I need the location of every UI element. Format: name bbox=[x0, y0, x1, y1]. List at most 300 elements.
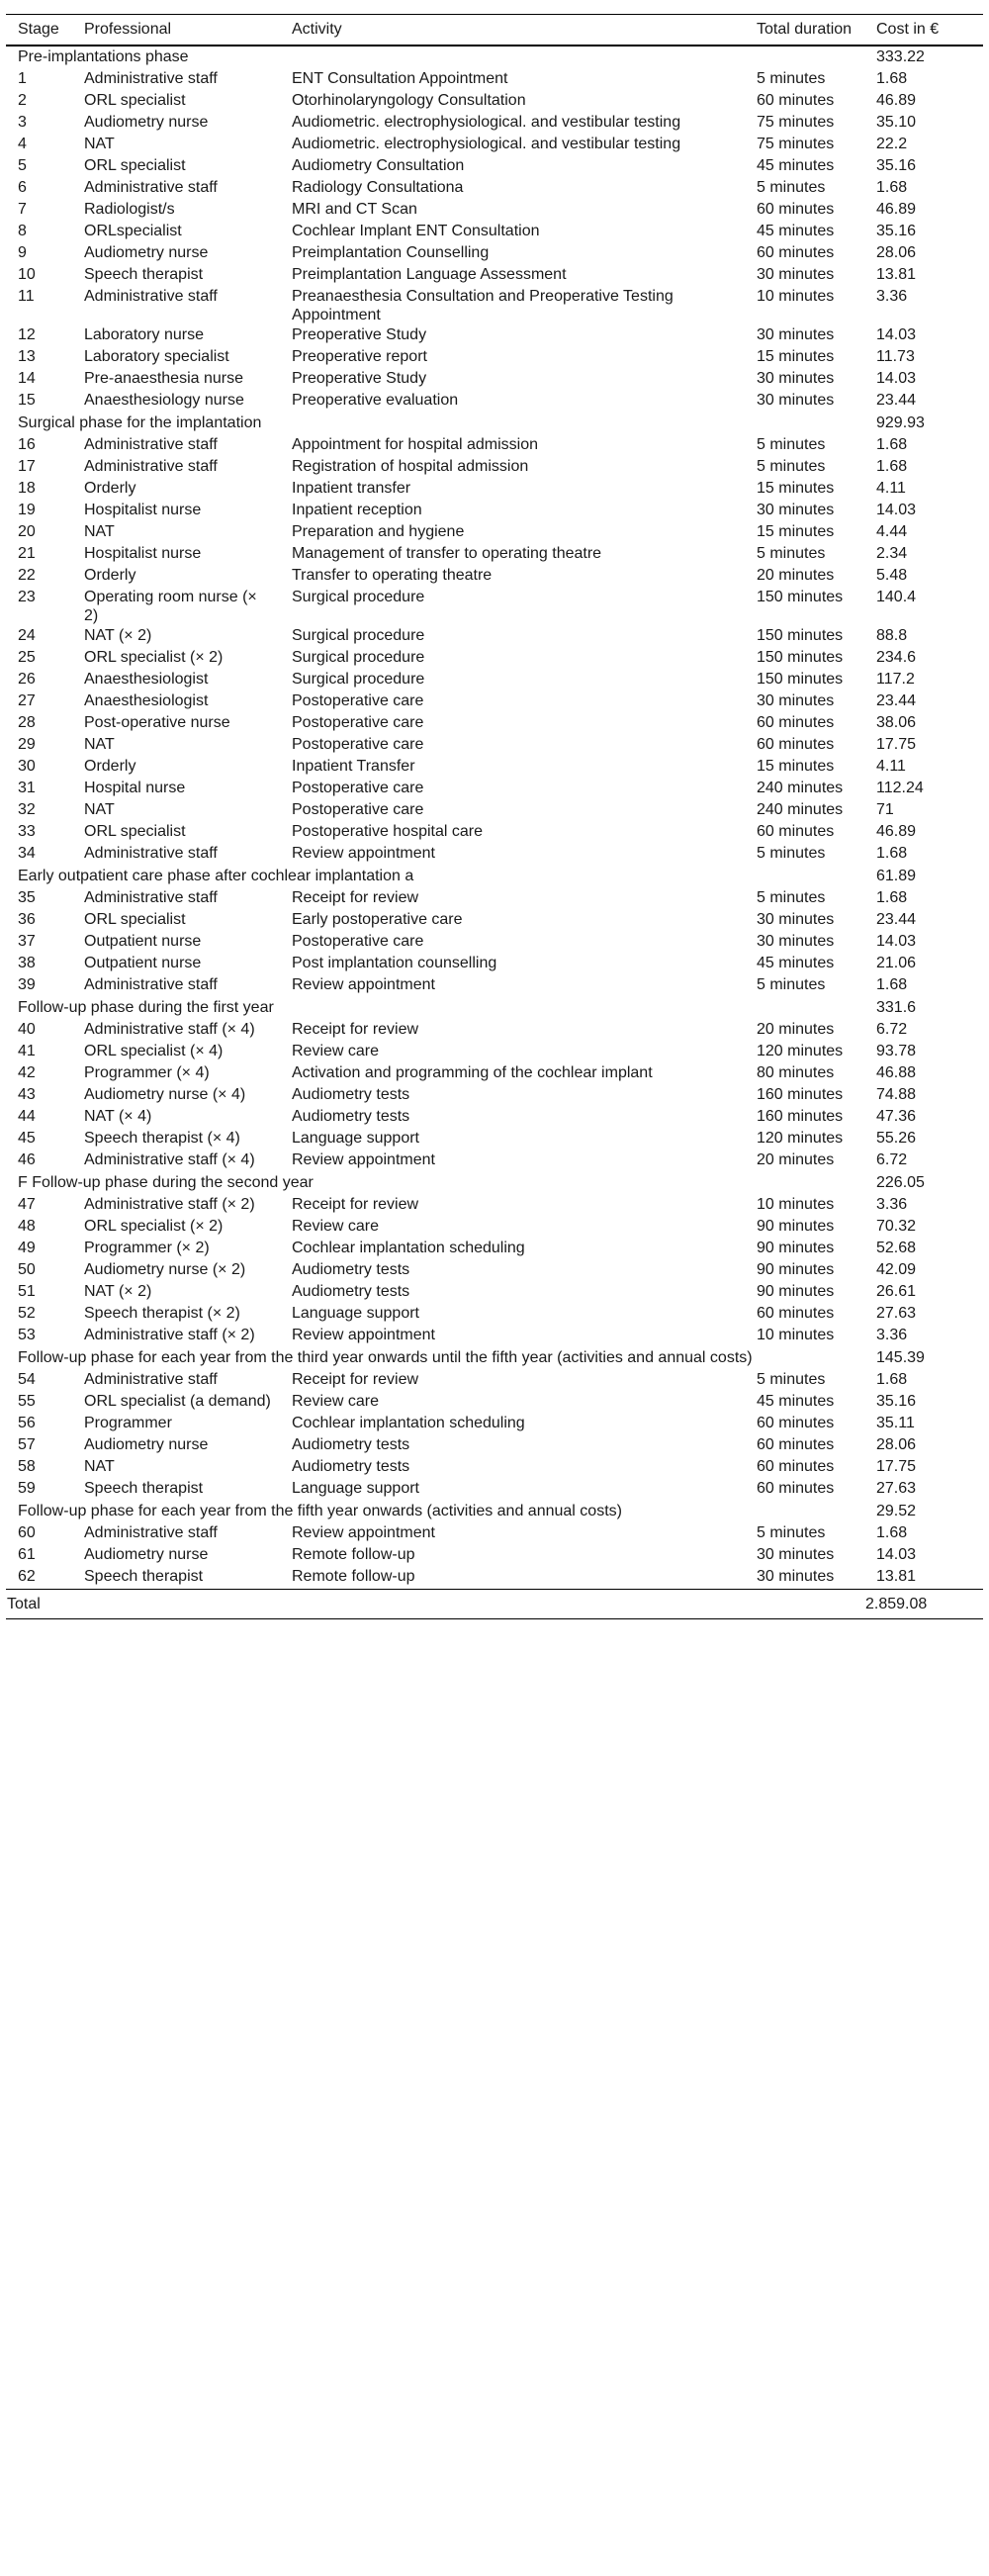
cell-stage: 8 bbox=[18, 222, 27, 239]
cell-duration: 10 minutes bbox=[757, 1326, 835, 1343]
cell-stage: 34 bbox=[18, 844, 36, 862]
table-row bbox=[6, 648, 983, 670]
section-label: Surgical phase for the implantation bbox=[18, 414, 262, 431]
table-row bbox=[6, 1523, 983, 1545]
table-row bbox=[6, 1042, 983, 1063]
cell-duration: 30 minutes bbox=[757, 932, 835, 950]
cell-duration: 150 minutes bbox=[757, 648, 844, 666]
cell-stage: 7 bbox=[18, 200, 27, 218]
cell-cost: 35.16 bbox=[876, 1392, 917, 1410]
cell-stage: 30 bbox=[18, 757, 36, 775]
cell-activity: Preoperative report bbox=[292, 347, 427, 365]
cell-professional: Administrative staff bbox=[84, 287, 218, 305]
cell-cost: 23.44 bbox=[876, 910, 917, 928]
cell-stage: 20 bbox=[18, 522, 36, 540]
cell-cost: 35.16 bbox=[876, 156, 917, 174]
cell-activity: Review care bbox=[292, 1217, 380, 1235]
cell-cost: 21.06 bbox=[876, 954, 917, 971]
cell-cost: 2.34 bbox=[876, 544, 908, 562]
cell-activity: Postoperative care bbox=[292, 932, 424, 950]
cell-cost: 1.68 bbox=[876, 975, 908, 993]
table-row bbox=[6, 1020, 983, 1042]
cell-professional: Audiometry nurse (× 4) bbox=[84, 1085, 246, 1103]
table-row bbox=[6, 501, 983, 522]
cell-professional: Administrative staff bbox=[84, 178, 218, 196]
cell-stage: 49 bbox=[18, 1239, 36, 1256]
cell-duration: 60 minutes bbox=[757, 735, 835, 753]
cell-professional: Administrative staff bbox=[84, 844, 218, 862]
table-row bbox=[6, 1545, 983, 1567]
cell-cost: 46.89 bbox=[876, 91, 917, 109]
cell-stage: 41 bbox=[18, 1042, 36, 1059]
cell-activity: Remote follow-up bbox=[292, 1567, 415, 1585]
cell-activity: Otorhinolaryngology Consultation bbox=[292, 91, 526, 109]
cell-duration: 5 minutes bbox=[757, 544, 826, 562]
cell-cost: 3.36 bbox=[876, 287, 908, 305]
cell-activity: Registration of hospital admission bbox=[292, 457, 529, 475]
cell-cost: 1.68 bbox=[876, 457, 908, 475]
cell-activity: Inpatient Transfer bbox=[292, 757, 415, 775]
cell-duration: 20 minutes bbox=[757, 1150, 835, 1168]
cell-cost: 47.36 bbox=[876, 1107, 917, 1125]
cell-duration: 15 minutes bbox=[757, 347, 835, 365]
cell-duration: 5 minutes bbox=[757, 975, 826, 993]
cell-stage: 47 bbox=[18, 1195, 36, 1213]
cell-cost: 88.8 bbox=[876, 626, 908, 644]
cell-activity: Receipt for review bbox=[292, 1195, 419, 1213]
cell-activity: Audiometry Consultation bbox=[292, 156, 465, 174]
cell-activity: Inpatient reception bbox=[292, 501, 422, 518]
cell-stage: 62 bbox=[18, 1567, 36, 1585]
table-row bbox=[6, 156, 983, 178]
cell-activity: Review care bbox=[292, 1392, 380, 1410]
cell-stage: 11 bbox=[18, 287, 35, 305]
section-cost: 929.93 bbox=[876, 414, 925, 431]
cell-activity: Postoperative care bbox=[292, 800, 424, 818]
section-row bbox=[6, 1347, 983, 1370]
cell-duration: 5 minutes bbox=[757, 435, 826, 453]
table-row bbox=[6, 544, 983, 566]
table-row bbox=[6, 1085, 983, 1107]
cell-professional: Programmer bbox=[84, 1414, 172, 1431]
cell-duration: 240 minutes bbox=[757, 800, 844, 818]
cell-cost: 112.24 bbox=[876, 779, 924, 796]
cell-professional: Programmer (× 4) bbox=[84, 1063, 210, 1081]
table-row bbox=[6, 888, 983, 910]
cell-duration: 20 minutes bbox=[757, 1020, 835, 1038]
cell-stage: 12 bbox=[18, 325, 36, 343]
cell-cost: 13.81 bbox=[876, 1567, 917, 1585]
cell-professional: Administrative staff bbox=[84, 888, 218, 906]
cell-stage: 58 bbox=[18, 1457, 36, 1475]
cell-professional: Administrative staff bbox=[84, 457, 218, 475]
section-label: Follow-up phase for each year from the fifth year onwards (activities and annual costs) bbox=[18, 1502, 622, 1519]
cell-activity: Language support bbox=[292, 1479, 419, 1497]
cell-activity: Activation and programming of the cochlear implant bbox=[292, 1063, 653, 1081]
cell-cost: 35.10 bbox=[876, 113, 917, 131]
table-row bbox=[6, 1479, 983, 1501]
cell-activity: Surgical procedure bbox=[292, 648, 425, 666]
table-row bbox=[6, 1239, 983, 1260]
table-row bbox=[6, 1457, 983, 1479]
cell-duration: 45 minutes bbox=[757, 954, 835, 971]
cell-cost: 4.11 bbox=[876, 757, 906, 775]
cell-duration: 60 minutes bbox=[757, 713, 835, 731]
cell-activity: Preimplantation Language Assessment bbox=[292, 265, 567, 283]
cell-activity: Radiology Consultationa bbox=[292, 178, 464, 196]
table-row bbox=[6, 1326, 983, 1347]
cell-professional: Outpatient nurse bbox=[84, 932, 202, 950]
cell-duration: 20 minutes bbox=[757, 566, 835, 584]
table-row bbox=[6, 457, 983, 479]
cell-cost: 1.68 bbox=[876, 1523, 908, 1541]
cell-duration: 120 minutes bbox=[757, 1129, 844, 1147]
table-row bbox=[6, 910, 983, 932]
cell-professional: Audiometry nurse bbox=[84, 1435, 209, 1453]
section-row bbox=[6, 997, 983, 1020]
cell-activity: ENT Consultation Appointment bbox=[292, 69, 508, 87]
cell-cost: 14.03 bbox=[876, 325, 917, 343]
cell-cost: 3.36 bbox=[876, 1195, 908, 1213]
cell-duration: 30 minutes bbox=[757, 691, 835, 709]
cell-duration: 240 minutes bbox=[757, 779, 844, 796]
cell-activity: Audiometry tests bbox=[292, 1107, 410, 1125]
cell-professional: Radiologist/s bbox=[84, 200, 175, 218]
cell-duration: 30 minutes bbox=[757, 369, 835, 387]
cell-duration: 80 minutes bbox=[757, 1063, 835, 1081]
cell-activity: Appointment for hospital admission bbox=[292, 435, 539, 453]
section-cost: 61.89 bbox=[876, 867, 917, 884]
cell-activity: Cochlear implantation scheduling bbox=[292, 1239, 525, 1256]
cell-duration: 120 minutes bbox=[757, 1042, 844, 1059]
cell-professional: Laboratory nurse bbox=[84, 325, 204, 343]
cell-activity: Audiometry tests bbox=[292, 1282, 410, 1300]
cell-cost: 14.03 bbox=[876, 1545, 917, 1563]
cell-duration: 30 minutes bbox=[757, 325, 835, 343]
table-row bbox=[6, 347, 983, 369]
cell-activity: Postoperative care bbox=[292, 691, 424, 709]
header-professional: Professional bbox=[72, 15, 280, 46]
cell-professional: Speech therapist (× 4) bbox=[84, 1129, 240, 1147]
cell-duration: 30 minutes bbox=[757, 501, 835, 518]
cell-stage: 48 bbox=[18, 1217, 36, 1235]
cell-stage: 18 bbox=[18, 479, 36, 497]
table-row bbox=[6, 779, 983, 800]
table-row bbox=[6, 135, 983, 156]
cell-activity: Preoperative Study bbox=[292, 325, 427, 343]
cell-professional: Anaesthesiologist bbox=[84, 691, 209, 709]
cell-cost: 46.89 bbox=[876, 822, 917, 840]
cell-cost: 27.63 bbox=[876, 1304, 917, 1322]
cell-duration: 150 minutes bbox=[757, 626, 844, 644]
cell-cost: 74.88 bbox=[876, 1085, 917, 1103]
cell-stage: 15 bbox=[18, 391, 36, 409]
cell-cost: 38.06 bbox=[876, 713, 917, 731]
cell-duration: 60 minutes bbox=[757, 1457, 835, 1475]
cell-professional: Administrative staff bbox=[84, 69, 218, 87]
cell-professional: Post-operative nurse bbox=[84, 713, 230, 731]
cell-duration: 90 minutes bbox=[757, 1260, 835, 1278]
section-row bbox=[6, 866, 983, 888]
cell-professional: ORLspecialist bbox=[84, 222, 182, 239]
cell-stage: 35 bbox=[18, 888, 36, 906]
cell-stage: 6 bbox=[18, 178, 27, 196]
header-duration: Total duration bbox=[745, 15, 864, 46]
cell-stage: 4 bbox=[18, 135, 27, 152]
cell-activity: Surgical procedure bbox=[292, 588, 425, 605]
cell-cost: 3.36 bbox=[876, 1326, 908, 1343]
cell-cost: 23.44 bbox=[876, 391, 917, 409]
cell-professional: NAT bbox=[84, 135, 115, 152]
cell-duration: 60 minutes bbox=[757, 1435, 835, 1453]
table-row bbox=[6, 287, 983, 325]
cell-professional: Pre-anaesthesia nurse bbox=[84, 369, 243, 387]
cell-stage: 10 bbox=[18, 265, 36, 283]
table-row bbox=[6, 975, 983, 997]
table-row bbox=[6, 91, 983, 113]
table-row bbox=[6, 1414, 983, 1435]
cell-activity: Postoperative care bbox=[292, 779, 424, 796]
section-cost: 145.39 bbox=[876, 1348, 925, 1366]
table-row bbox=[6, 1063, 983, 1085]
cell-stage: 22 bbox=[18, 566, 36, 584]
table-row bbox=[6, 670, 983, 691]
cell-duration: 60 minutes bbox=[757, 822, 835, 840]
cell-activity: Review appointment bbox=[292, 844, 435, 862]
cell-professional: Audiometry nurse (× 2) bbox=[84, 1260, 246, 1278]
table-row bbox=[6, 844, 983, 866]
cell-activity: Postoperative care bbox=[292, 713, 424, 731]
cell-activity: Review appointment bbox=[292, 975, 435, 993]
cell-cost: 17.75 bbox=[876, 735, 917, 753]
cell-activity: Language support bbox=[292, 1304, 419, 1322]
table-row bbox=[6, 735, 983, 757]
cell-duration: 45 minutes bbox=[757, 222, 835, 239]
cell-activity: Audiometry tests bbox=[292, 1260, 410, 1278]
table-row bbox=[6, 435, 983, 457]
cell-cost: 13.81 bbox=[876, 265, 917, 283]
cell-duration: 15 minutes bbox=[757, 757, 835, 775]
cell-activity: Transfer to operating theatre bbox=[292, 566, 493, 584]
cell-professional: Administrative staff (× 4) bbox=[84, 1020, 255, 1038]
cell-stage: 5 bbox=[18, 156, 27, 174]
cell-cost: 234.6 bbox=[876, 648, 917, 666]
cell-professional: NAT bbox=[84, 735, 115, 753]
cell-professional: ORL specialist bbox=[84, 910, 186, 928]
cell-duration: 5 minutes bbox=[757, 1523, 826, 1541]
cell-duration: 5 minutes bbox=[757, 844, 826, 862]
table-row bbox=[6, 1107, 983, 1129]
cell-duration: 160 minutes bbox=[757, 1107, 844, 1125]
cell-duration: 30 minutes bbox=[757, 910, 835, 928]
cell-duration: 10 minutes bbox=[757, 287, 835, 305]
cell-stage: 37 bbox=[18, 932, 36, 950]
table-row bbox=[6, 178, 983, 200]
cell-professional: Hospitalist nurse bbox=[84, 544, 202, 562]
cell-cost: 4.44 bbox=[876, 522, 908, 540]
cell-cost: 14.03 bbox=[876, 932, 917, 950]
cell-duration: 75 minutes bbox=[757, 135, 835, 152]
cell-activity: Preoperative evaluation bbox=[292, 391, 459, 409]
cell-duration: 160 minutes bbox=[757, 1085, 844, 1103]
table-row bbox=[6, 1195, 983, 1217]
table-row bbox=[6, 222, 983, 243]
cell-duration: 75 minutes bbox=[757, 113, 835, 131]
cell-activity: Audiometry tests bbox=[292, 1085, 410, 1103]
header-stage: Stage bbox=[6, 15, 72, 46]
cell-stage: 45 bbox=[18, 1129, 36, 1147]
cell-stage: 56 bbox=[18, 1414, 36, 1431]
cell-cost: 28.06 bbox=[876, 243, 917, 261]
table-row bbox=[6, 822, 983, 844]
cell-cost: 140.4 bbox=[876, 588, 917, 605]
cell-duration: 45 minutes bbox=[757, 1392, 835, 1410]
cell-cost: 26.61 bbox=[876, 1282, 917, 1300]
table-row bbox=[6, 1304, 983, 1326]
cell-stage: 29 bbox=[18, 735, 36, 753]
cell-professional: Outpatient nurse bbox=[84, 954, 202, 971]
cell-stage: 19 bbox=[18, 501, 36, 518]
header-cost: Cost in € bbox=[864, 15, 983, 46]
cell-cost: 1.68 bbox=[876, 1370, 908, 1388]
section-cost: 331.6 bbox=[876, 998, 917, 1016]
table-row bbox=[6, 391, 983, 413]
cell-duration: 15 minutes bbox=[757, 522, 835, 540]
cell-professional: ORL specialist bbox=[84, 156, 186, 174]
cell-stage: 2 bbox=[18, 91, 27, 109]
cell-professional: Administrative staff bbox=[84, 1370, 218, 1388]
cell-activity: Audiometry tests bbox=[292, 1457, 410, 1475]
table-row bbox=[6, 113, 983, 135]
cell-duration: 10 minutes bbox=[757, 1195, 835, 1213]
cell-activity: Cochlear Implant ENT Consultation bbox=[292, 222, 540, 239]
table-row bbox=[6, 800, 983, 822]
cell-professional: ORL specialist (a demand) bbox=[84, 1392, 271, 1410]
cell-cost: 27.63 bbox=[876, 1479, 917, 1497]
cell-cost: 1.68 bbox=[876, 844, 908, 862]
cell-professional: Laboratory specialist bbox=[84, 347, 229, 365]
cell-stage: 36 bbox=[18, 910, 36, 928]
cell-activity: Cochlear implantation scheduling bbox=[292, 1414, 525, 1431]
cell-professional: Anaesthesiology nurse bbox=[84, 391, 244, 409]
cell-stage: 38 bbox=[18, 954, 36, 971]
cell-stage: 21 bbox=[18, 544, 36, 562]
table-row bbox=[6, 265, 983, 287]
cell-cost: 14.03 bbox=[876, 501, 917, 518]
section-label: Follow-up phase during the first year bbox=[18, 998, 274, 1016]
cell-professional: Administrative staff (× 4) bbox=[84, 1150, 255, 1168]
cell-professional: NAT bbox=[84, 522, 115, 540]
table-row bbox=[6, 757, 983, 779]
cell-professional: Hospitalist nurse bbox=[84, 501, 202, 518]
section-cost: 226.05 bbox=[876, 1173, 925, 1191]
cell-duration: 60 minutes bbox=[757, 91, 835, 109]
table-row bbox=[6, 1282, 983, 1304]
table-row bbox=[6, 1260, 983, 1282]
table-header bbox=[6, 15, 983, 46]
total-label: Total bbox=[6, 1589, 864, 1619]
table-row bbox=[6, 954, 983, 975]
cell-professional: NAT (× 2) bbox=[84, 626, 152, 644]
cell-duration: 60 minutes bbox=[757, 1414, 835, 1431]
cell-stage: 46 bbox=[18, 1150, 36, 1168]
table-row bbox=[6, 626, 983, 648]
cell-cost: 5.48 bbox=[876, 566, 908, 584]
cell-cost: 1.68 bbox=[876, 888, 908, 906]
table-row bbox=[6, 325, 983, 347]
cell-stage: 32 bbox=[18, 800, 36, 818]
cell-activity: Surgical procedure bbox=[292, 670, 425, 688]
cell-activity: Receipt for review bbox=[292, 1370, 419, 1388]
cell-cost: 1.68 bbox=[876, 69, 908, 87]
table-row bbox=[6, 1150, 983, 1172]
cell-duration: 60 minutes bbox=[757, 1479, 835, 1497]
cell-activity: Management of transfer to operating theatre bbox=[292, 544, 602, 562]
section-row bbox=[6, 1172, 983, 1195]
cell-cost: 55.26 bbox=[876, 1129, 917, 1147]
cell-activity: Review care bbox=[292, 1042, 380, 1059]
cell-professional: NAT bbox=[84, 1457, 115, 1475]
cell-cost: 22.2 bbox=[876, 135, 908, 152]
cost-table bbox=[6, 14, 983, 1619]
cell-stage: 33 bbox=[18, 822, 36, 840]
cell-cost: 93.78 bbox=[876, 1042, 917, 1059]
cell-stage: 3 bbox=[18, 113, 27, 131]
cell-activity: Audiometric. electrophysiological. and vestibular testing bbox=[292, 113, 681, 131]
cell-stage: 28 bbox=[18, 713, 36, 731]
cell-duration: 60 minutes bbox=[757, 1304, 835, 1322]
cell-duration: 150 minutes bbox=[757, 670, 844, 688]
cell-duration: 90 minutes bbox=[757, 1239, 835, 1256]
cell-professional: Orderly bbox=[84, 566, 136, 584]
cell-professional: ORL specialist (× 4) bbox=[84, 1042, 224, 1059]
cell-professional: Audiometry nurse bbox=[84, 243, 209, 261]
cell-duration: 30 minutes bbox=[757, 391, 835, 409]
cell-stage: 31 bbox=[18, 779, 36, 796]
cell-duration: 60 minutes bbox=[757, 200, 835, 218]
cell-activity: Review appointment bbox=[292, 1150, 435, 1168]
table-row bbox=[6, 1129, 983, 1150]
cell-professional: Speech therapist bbox=[84, 1567, 204, 1585]
table-row bbox=[6, 200, 983, 222]
table-row bbox=[6, 369, 983, 391]
cell-stage: 42 bbox=[18, 1063, 36, 1081]
cell-professional: Administrative staff bbox=[84, 1523, 218, 1541]
cell-cost: 1.68 bbox=[876, 178, 908, 196]
cell-stage: 25 bbox=[18, 648, 36, 666]
cell-stage: 53 bbox=[18, 1326, 36, 1343]
cell-stage: 57 bbox=[18, 1435, 36, 1453]
cell-cost: 14.03 bbox=[876, 369, 917, 387]
cell-cost: 46.88 bbox=[876, 1063, 917, 1081]
cell-professional: Orderly bbox=[84, 479, 136, 497]
cell-duration: 45 minutes bbox=[757, 156, 835, 174]
cell-professional: ORL specialist bbox=[84, 822, 186, 840]
cell-cost: 52.68 bbox=[876, 1239, 917, 1256]
cell-stage: 23 bbox=[18, 588, 36, 605]
cell-activity: Review appointment bbox=[292, 1326, 435, 1343]
table-row bbox=[6, 588, 983, 626]
cell-professional: Administrative staff bbox=[84, 975, 218, 993]
cell-stage: 52 bbox=[18, 1304, 36, 1322]
table-row bbox=[6, 1370, 983, 1392]
cell-professional: Speech therapist (× 2) bbox=[84, 1304, 240, 1322]
cell-cost: 46.89 bbox=[876, 200, 917, 218]
table-footer bbox=[6, 1589, 983, 1619]
section-label: Pre-implantations phase bbox=[18, 47, 189, 65]
cell-stage: 40 bbox=[18, 1020, 36, 1038]
cell-activity: Preoperative Study bbox=[292, 369, 427, 387]
